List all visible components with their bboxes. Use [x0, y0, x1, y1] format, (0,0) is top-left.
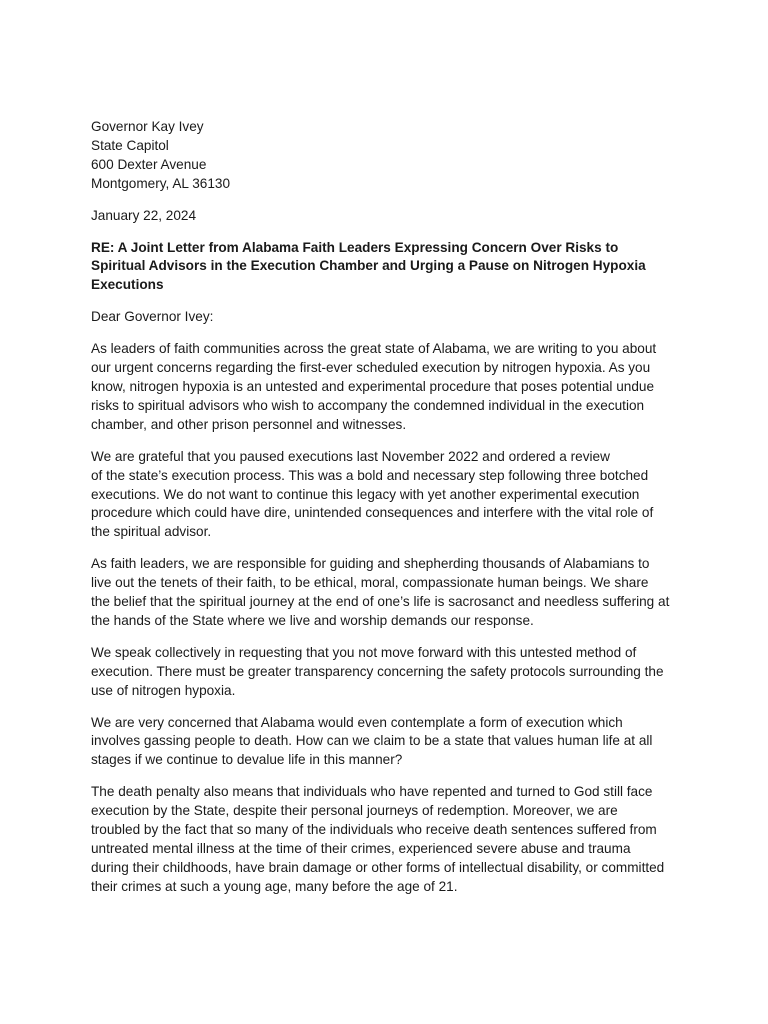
paragraph-line: procedure which could have dire, unintended consequences and interfere with the vital role of: [91, 505, 654, 521]
paragraph-line: We speak collectively in requesting that you not move forward with this untested method of: [91, 644, 637, 660]
paragraph-line: As leaders of faith communities across the great state of Alabama, we are writing to you about: [91, 341, 657, 357]
paragraph-line: of the state’s execution process. This was a bold and necessary step following three botched: [91, 467, 649, 483]
subject-line: [91, 239, 691, 296]
paragraph-line: during their childhoods, have brain damage or other forms of intellectual disability, or committed: [91, 859, 665, 875]
paragraph-line: involves gassing people to death. How can we claim to be a state that values human life at all: [91, 733, 653, 749]
body-paragraph: [91, 340, 691, 435]
letter-date: January 22, 2024: [91, 207, 197, 223]
recipient-city: Montgomery, AL 36130: [91, 175, 231, 191]
subject-line-1: RE: A Joint Letter from Alabama Faith Leaders Expressing Concern Over Risks to: [91, 239, 619, 255]
paragraph-line: We are grateful that you paused executions last November 2022 and ordered a review: [91, 448, 610, 464]
recipient-address: [91, 118, 691, 194]
recipient-office: State Capitol: [91, 137, 169, 153]
paragraph-line: The death penalty also means that individuals who have repented and turned to God still face: [91, 784, 653, 800]
paragraph-line: chamber, and other prison personnel and witnesses.: [91, 416, 407, 432]
paragraph-line: risks to spiritual advisors who wish to accompany the condemned individual in the execution: [91, 397, 645, 413]
subject-line-3: Executions: [91, 277, 164, 293]
body-paragraph: [91, 555, 691, 631]
paragraph-line: stages if we continue to devalue life in this manner?: [91, 752, 403, 768]
paragraph-line: live out the tenets of their faith, to be ethical, moral, compassionate human beings. We share: [91, 575, 649, 591]
paragraph-line: their crimes at such a young age, many before the age of 21.: [91, 878, 458, 894]
body-paragraph: [91, 448, 691, 543]
body-paragraph: [91, 783, 691, 896]
recipient-name: Governor Kay Ivey: [91, 119, 204, 134]
recipient-street: 600 Dexter Avenue: [91, 156, 207, 172]
paragraph-line: the hands of the State where we live and worship demands our response.: [91, 612, 534, 628]
paragraph-line: We are very concerned that Alabama would even contemplate a form of execution which: [91, 714, 623, 730]
paragraph-line: the belief that the spiritual journey at the end of one’s life is sacrosanct and needless suffering at: [91, 594, 670, 610]
paragraph-line: execution. There must be greater transparency concerning the safety protocols surrounding the: [91, 663, 664, 679]
subject-line-2: Spiritual Advisors in the Execution Chamber and Urging a Pause on Nitrogen Hypoxia: [91, 258, 646, 274]
paragraph-line: execution by the State, despite their personal journeys of redemption. Moreover, we are: [91, 803, 618, 819]
paragraph-line: As faith leaders, we are responsible for guiding and shepherding thousands of Alabamians to: [91, 556, 650, 572]
paragraph-line: executions. We do not want to continue this legacy with yet another experimental execution: [91, 486, 640, 502]
paragraph-line: the spiritual advisor.: [91, 524, 212, 540]
body-paragraph: [91, 714, 691, 771]
paragraph-line: our urgent concerns regarding the first-ever scheduled execution by nitrogen hypoxia. As you: [91, 360, 651, 376]
body-paragraph: [91, 644, 691, 701]
salutation: Dear Governor Ivey:: [91, 309, 214, 325]
paragraph-line: troubled by the fact that so many of the individuals who receive death sentences suffered from: [91, 822, 657, 838]
paragraph-line: untreated mental illness at the time of their crimes, experienced severe abuse and trauma: [91, 841, 631, 856]
paragraph-line: use of nitrogen hypoxia.: [91, 682, 236, 698]
letter-page: [91, 118, 691, 897]
paragraph-line: know, nitrogen hypoxia is an untested and experimental procedure that poses potential undue: [91, 378, 655, 394]
